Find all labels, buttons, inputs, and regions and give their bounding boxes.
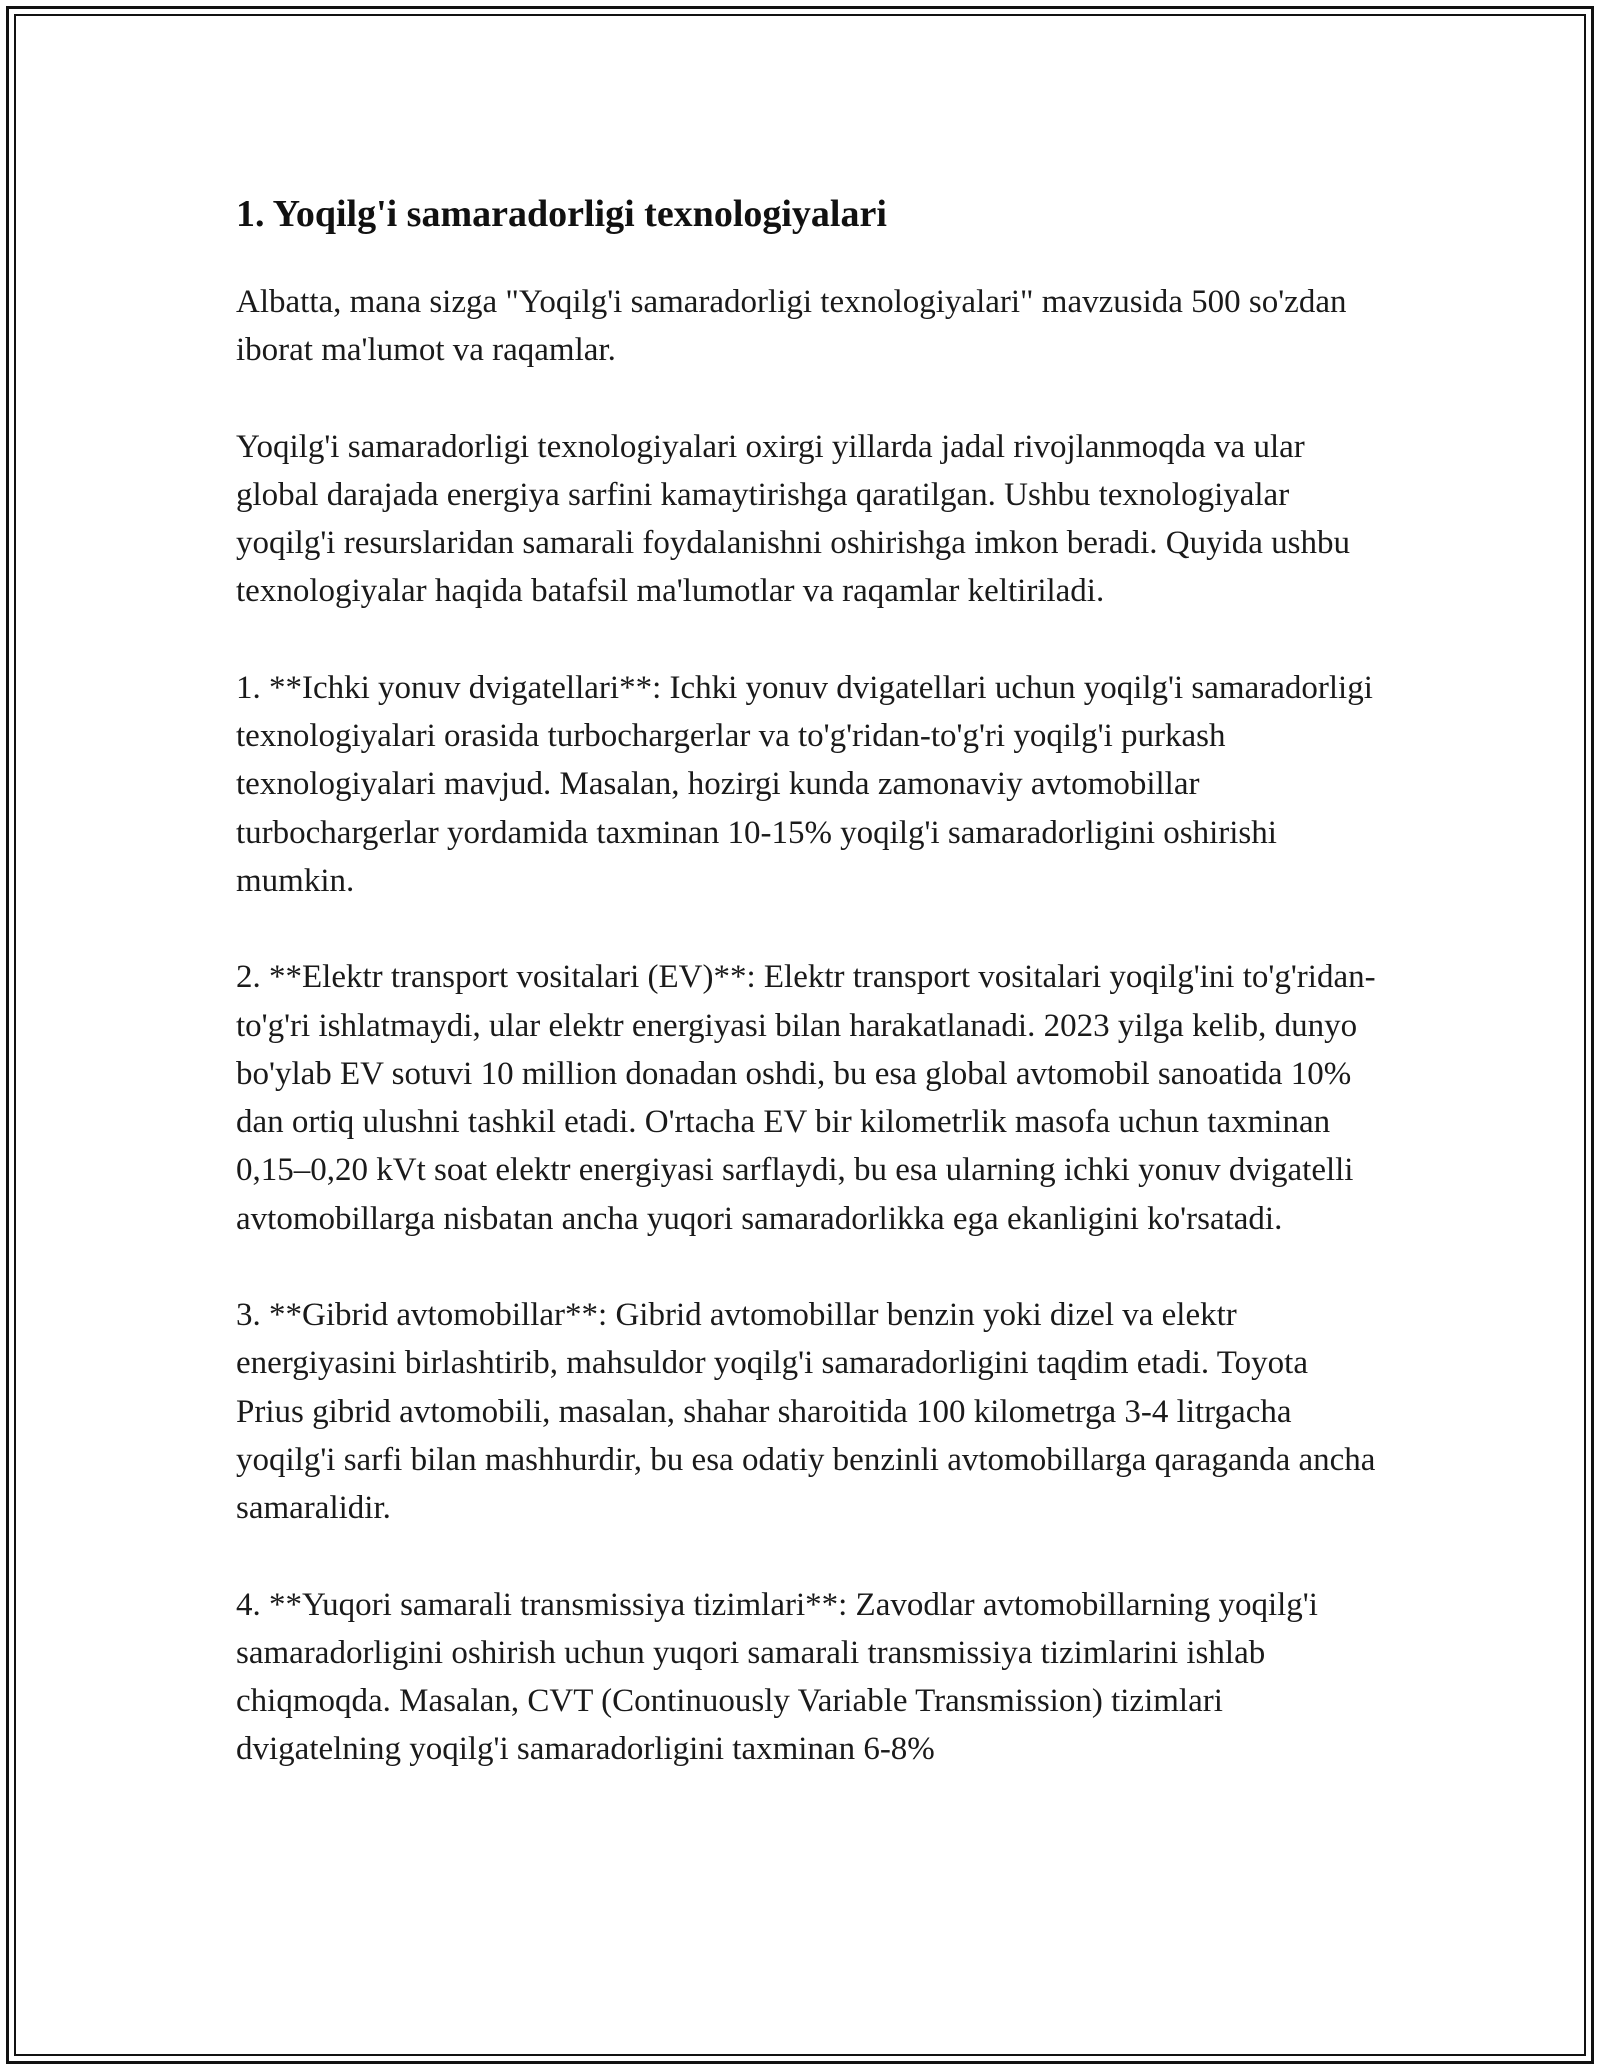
paragraph-item-2: 2. **Elektr transport vositalari (EV)**: Elektr transport vositalari yoqilg'ini to'g'ridan-to'g'ri ishlatmaydi, ular elektr energiyasi bilan harakatlanadi. 2023 yilga kelib, dunyo bo'ylab EV sotuvi 10 million donadan oshdi, bu esa global avtomobil sanoatida 10% dan ortiq ulushni tashkil etadi. O'rtacha EV bir kilometrlik masofa uchun taxminan 0,15–0,20 kVt soat elektr energiyasi sarflaydi, bu esa ularning ichki yonuv dvigatelli avtomobillarga nisbatan ancha yuqori samaradorlikka ega ekanligini ko'rsatadi.	[236, 959, 1376, 1237]
paragraph-item-3: 3. **Gibrid avtomobillar**: Gibrid avtomobillar benzin yoki dizel va elektr energiyasini birlashtirib, mahsuldor yoqilg'i samaradorligini taqdim etadi. Toyota Prius gibrid avtomobili, masalan, shahar sharoitida 100 kilometrga 3-4 litrgacha yoqilg'i sarfi bilan mashhurdir, bu esa odatiy benzinli avtomobillarga qaraganda ancha samaralidir.	[236, 1297, 1376, 1527]
paragraph-item-1: 1. **Ichki yonuv dvigatellari**: Ichki yonuv dvigatellari uchun yoqilg'i samaradorligi texnologiyalari orasida turbochargerlar va to'g'ridan-to'g'ri yoqilg'i purkash texnologiyalari mavjud. Masalan, hozirgi kunda zamonaviy avtomobillar turbochargerlar yordamida taxminan 10-15% yoqilg'i samaradorligini oshirishi mumkin.	[236, 669, 1373, 899]
paragraph-overview: Yoqilg'i samaradorligi texnologiyalari oxirgi yillarda jadal rivojlanmoqda va ular global darajada energiya sarfini kamaytirishga qaratilgan. Ushbu texnologiyalar yoqilg'i resurslaridan samarali foydalanishni oshirishga imkon beradi. Quyida ushbu texnologiyalar haqida batafsil ma'lumotlar va raqamlar keltiriladi.	[236, 428, 1350, 610]
paragraph-intro: Albatta, mana sizga "Yoqilg'i samaradorligi texnologiyalari" mavzusida 500 so'zdan iborat ma'lumot va raqamlar.	[236, 284, 1347, 369]
section-heading: 1. Yoqilg'i samaradorligi texnologiyalari	[236, 193, 887, 235]
paragraph-item-4: 4. **Yuqori samarali transmissiya tizimlari**: Zavodlar avtomobillarning yoqilg'i samaradorligini oshirish uchun yuqori samarali transmissiya tizimlarini ishlab chiqmoqda. Masalan, CVT (Continuously Variable Transmission) tizimlari dvigatelning yoqilg'i samaradorligini taxminan 6-8%	[236, 1586, 1318, 1768]
document-body	[236, 186, 1376, 1822]
